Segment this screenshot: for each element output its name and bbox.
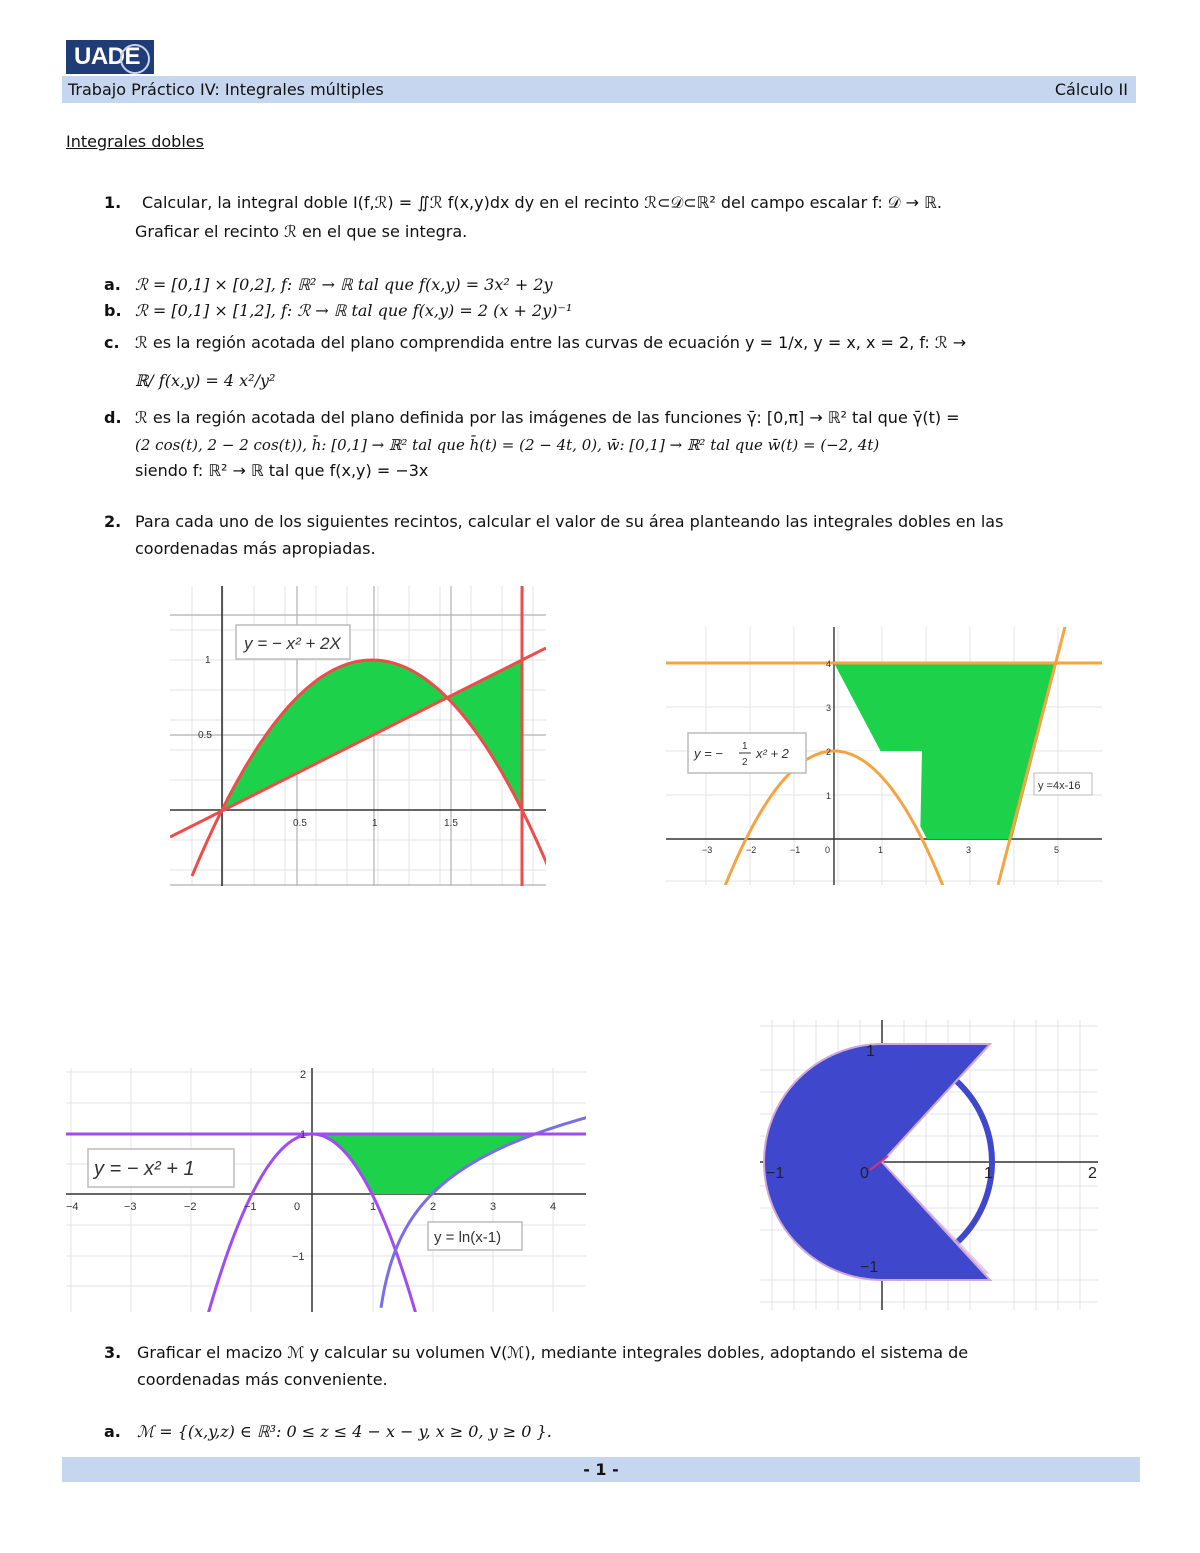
q3a-label: a. bbox=[104, 1422, 121, 1441]
g3-xtick: 0 bbox=[294, 1201, 301, 1213]
g2-xtick: −3 bbox=[702, 845, 713, 855]
g3-xtick: −1 bbox=[244, 1201, 257, 1213]
q1d-text2: (2 cos(t), 2 − 2 cos(t)), h̄: [0,1] → ℝ² tal que h̄(t) = (2 − 4t, 0), w̄: [0,1] → ℝ² tal que w̄(t) = (−2, 4t) bbox=[135, 436, 880, 454]
g3-xtick: 3 bbox=[490, 1201, 497, 1213]
g2-line-label: y =4x-16 bbox=[1038, 780, 1081, 792]
q2-text2: coordenadas más apropiadas. bbox=[135, 539, 376, 558]
g4-xtick: 1 bbox=[984, 1165, 993, 1182]
g2-ytick: 4 bbox=[826, 659, 832, 669]
g2-xtick: 3 bbox=[966, 845, 972, 855]
header-title: Trabajo Práctico IV: Integrales múltiples bbox=[68, 80, 384, 99]
section-title: Integrales dobles bbox=[66, 132, 204, 151]
q3-text1: Graficar el macizo ℳ y calcular su volumen V(ℳ), mediante integrales dobles, adoptando el sistema de bbox=[137, 1343, 969, 1362]
uade-logo bbox=[66, 40, 154, 74]
seal-icon bbox=[120, 44, 150, 74]
q2-text1: Para cada uno de los siguientes recintos, calcular el valor de su área planteando las integrales dobles en las bbox=[135, 512, 1004, 531]
g3-xtick: −2 bbox=[184, 1201, 197, 1213]
g3-xtick: 1 bbox=[370, 1201, 377, 1213]
q1c-text2: ℝ/ f(x,y) = 4 x²/y² bbox=[135, 371, 276, 390]
g1-label: y = − x² + 2X bbox=[244, 634, 341, 653]
g4-xtick: −1 bbox=[766, 1165, 785, 1182]
g3-xtick: 2 bbox=[430, 1201, 437, 1213]
g3-xtick: −3 bbox=[124, 1201, 137, 1213]
q3-text2: coordenadas más conveniente. bbox=[137, 1370, 388, 1389]
g2-xtick: 5 bbox=[1054, 845, 1060, 855]
g2-frac-num: 1 bbox=[742, 741, 748, 752]
g2-ytick: 3 bbox=[826, 703, 832, 713]
q1c-label: c. bbox=[104, 333, 120, 352]
header-bar bbox=[62, 76, 1136, 103]
footer-bar bbox=[62, 1457, 1140, 1482]
graph-purple-ln bbox=[66, 1068, 586, 1312]
g2-xtick: −2 bbox=[746, 845, 757, 855]
g4-xtick: 2 bbox=[1088, 1165, 1097, 1182]
g2-xtick: 1 bbox=[878, 845, 884, 855]
g1-xtick: 1 bbox=[372, 818, 378, 829]
q1b-text: ℛ = [0,1] × [1,2], f: ℛ → ℝ tal que f(x,y) = 2 (x + 2y)⁻¹ bbox=[135, 301, 573, 320]
q1a-text: ℛ = [0,1] × [0,2], f: ℝ² → ℝ tal que f(x,y) = 3x² + 2y bbox=[135, 275, 553, 294]
q3a-text: ℳ = {(x,y,z) ∈ ℝ³: 0 ≤ z ≤ 4 − x − y, x ≥ 0, y ≥ 0 }. bbox=[137, 1422, 552, 1441]
q1d-label: d. bbox=[104, 408, 122, 427]
q1-text: Calcular, la integral doble I(f,ℛ) = ∬ℛ f(x,y)dx dy en el recinto ℛ⊂𝒟⊂ℝ² del campo escalar f: 𝒟 → ℝ. bbox=[142, 193, 942, 212]
q1c-text1: ℛ es la región acotada del plano comprendida entre las curvas de ecuación y = 1/x, y = x, x = 2, f: ℛ → bbox=[135, 333, 967, 352]
q3-number: 3. bbox=[104, 1343, 122, 1362]
graph-blue-region bbox=[760, 1020, 1098, 1310]
q2-number: 2. bbox=[104, 512, 122, 531]
g3-label: y = − x² + 1 bbox=[94, 1158, 195, 1180]
logo-text: UADE bbox=[74, 43, 141, 70]
q1a-label: a. bbox=[104, 275, 121, 294]
g2-label-rest: x² + 2 bbox=[756, 746, 789, 761]
g4-ytick: 1 bbox=[866, 1043, 875, 1060]
g3-xtick: −4 bbox=[66, 1201, 79, 1213]
g4-xtick: 0 bbox=[860, 1165, 869, 1182]
g3-ytick: 1 bbox=[300, 1129, 307, 1141]
g3-xtick: 4 bbox=[550, 1201, 557, 1213]
page-number: - 1 - bbox=[583, 1460, 619, 1479]
g2-xtick: −1 bbox=[790, 845, 801, 855]
g1-xtick: 0.5 bbox=[293, 818, 307, 829]
header-course: Cálculo II bbox=[1054, 80, 1128, 99]
g2-xtick: 0 bbox=[825, 845, 831, 855]
g1-xtick: 1.5 bbox=[444, 818, 458, 829]
graph-parabola-line bbox=[170, 586, 546, 886]
graph-orange-trapezoid bbox=[666, 627, 1102, 885]
g2-ytick: 2 bbox=[826, 747, 832, 757]
g3-line-label: y = ln(x-1) bbox=[434, 1229, 502, 1246]
g3-ytick: 2 bbox=[300, 1069, 307, 1081]
q1b-label: b. bbox=[104, 301, 122, 320]
g1-ytick: 0.5 bbox=[198, 730, 212, 741]
g1-ytick: 1 bbox=[205, 655, 211, 666]
g3-ytick: −1 bbox=[292, 1251, 305, 1263]
q1-text2: Graficar el recinto ℛ en el que se integra. bbox=[135, 222, 468, 241]
q1-number: 1. bbox=[104, 193, 122, 212]
g2-ytick: 1 bbox=[826, 791, 832, 801]
g2-frac-den: 2 bbox=[742, 757, 748, 768]
g2-label-start: y = − bbox=[694, 746, 723, 761]
g4-ytick: −1 bbox=[860, 1259, 879, 1276]
q1d-text1: ℛ es la región acotada del plano definida por las imágenes de las funciones γ̄: [0,π] → ℝ² tal que γ̄(t) = bbox=[135, 408, 960, 427]
q1d-text3: siendo f: ℝ² → ℝ tal que f(x,y) = −3x bbox=[135, 461, 429, 480]
